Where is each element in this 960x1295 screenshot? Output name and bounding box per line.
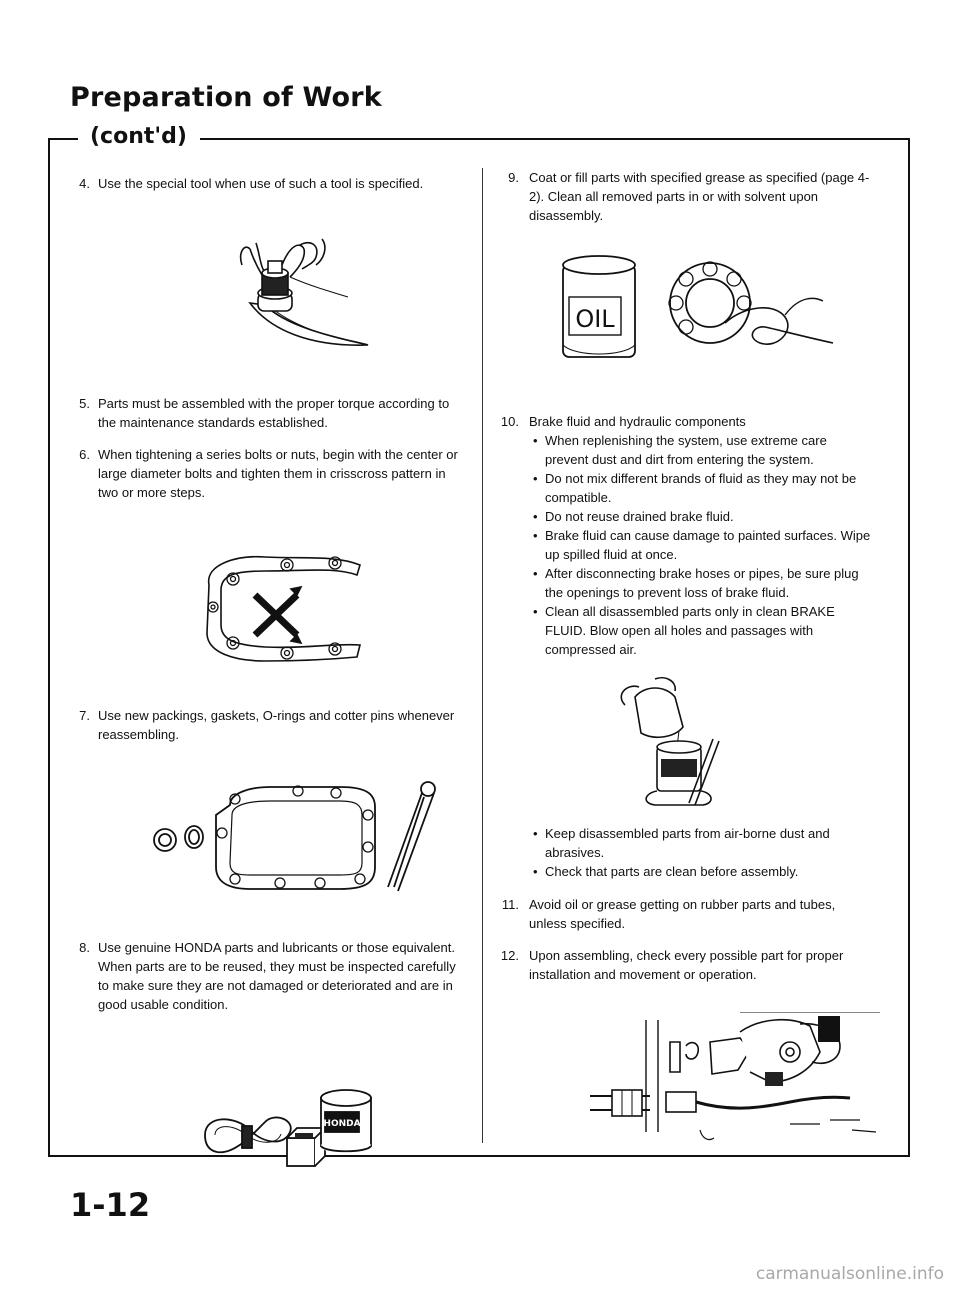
genuine-parts-grease-illustration (195, 1080, 395, 1195)
list-item: • Do not reuse drained brake fluid. (529, 507, 873, 526)
item-number: 4. (79, 176, 90, 191)
frame-border-left (48, 138, 50, 1155)
watermark: carmanualsonline.info (755, 1264, 944, 1284)
gaskets-orings-cotter-pin-illustration (140, 775, 440, 905)
item-text: Use genuine HONDA parts and lubricants or those equivalent. When parts are to be reused, they must be inspected carefully to make sure they are not damaged or deteriorated and are in good usable condition. (98, 940, 456, 1012)
installation-check-illustration (590, 1012, 880, 1147)
item-number: 7. (79, 708, 90, 723)
item-number: 6. (79, 447, 90, 462)
frame-border-right (908, 138, 910, 1155)
special-tool-illustration (230, 235, 380, 360)
item-text: Coat or fill parts with specified grease as specified (page 4-2). Clean all removed parts in or with solvent upon disassembly. (529, 170, 870, 223)
list-item: • Clean all disassembled parts only in clean BRAKE FLUID. Blow open all holes and passages with compressed air. (529, 602, 873, 659)
list-item: • After disconnecting brake hoses or pipes, be sure plug the openings to prevent loss of brake fluid. (529, 564, 873, 602)
item-number: 9. (508, 170, 519, 185)
item-number: 12. (500, 948, 519, 963)
item-text: Use new packings, gaskets, O-rings and cotter pins whenever reassembling. (98, 708, 455, 742)
item-number: 10. (500, 414, 519, 429)
page-subtitle: (cont'd) (90, 124, 193, 149)
item-number: 5. (79, 396, 90, 411)
oil-and-bearing-illustration (555, 245, 845, 365)
brake-fluid-bullets (529, 431, 873, 659)
item-text: Upon assembling, check every possible part for proper installation and movement or operation. (529, 948, 844, 982)
frame-border-bottom (48, 1155, 910, 1157)
column-divider (482, 168, 483, 1143)
brake-fluid-pouring-illustration (605, 675, 735, 810)
item-text: Brake fluid and hydraulic components (529, 414, 746, 429)
crisscross-tightening-illustration (195, 545, 375, 670)
item-text: Avoid oil or grease getting on rubber parts and tubes, unless specified. (529, 897, 836, 931)
frame-border-top-left (48, 138, 78, 140)
list-item: • Brake fluid can cause damage to painted surfaces. Wipe up spilled fluid at once. (529, 526, 873, 564)
cleanliness-bullets (529, 824, 873, 881)
list-item: • Do not mix different brands of fluid as they may not be compatible. (529, 469, 873, 507)
item-text: Parts must be assembled with the proper torque according to the maintenance standards established. (98, 396, 450, 430)
grease-can-label: HONDA (323, 1119, 361, 1129)
item-text: Use the special tool when use of such a tool is specified. (98, 176, 424, 191)
page-title: Preparation of Work (70, 82, 382, 113)
item-text: When tightening a series bolts or nuts, begin with the center or large diameter bolts and tighten them in crisscross pattern in two or more steps. (98, 447, 458, 500)
oil-can-label: OIL (575, 305, 615, 333)
item-number: 11. (501, 897, 519, 912)
list-item: • Check that parts are clean before assembly. (529, 862, 873, 881)
list-item: • Keep disassembled parts from air-borne dust and abrasives. (529, 824, 873, 862)
item-number: 8. (79, 940, 90, 955)
page-number: 1-12 (70, 1186, 151, 1224)
list-item: • When replenishing the system, use extreme care prevent dust and dirt from entering the system. (529, 431, 873, 469)
frame-border-top (200, 138, 909, 140)
